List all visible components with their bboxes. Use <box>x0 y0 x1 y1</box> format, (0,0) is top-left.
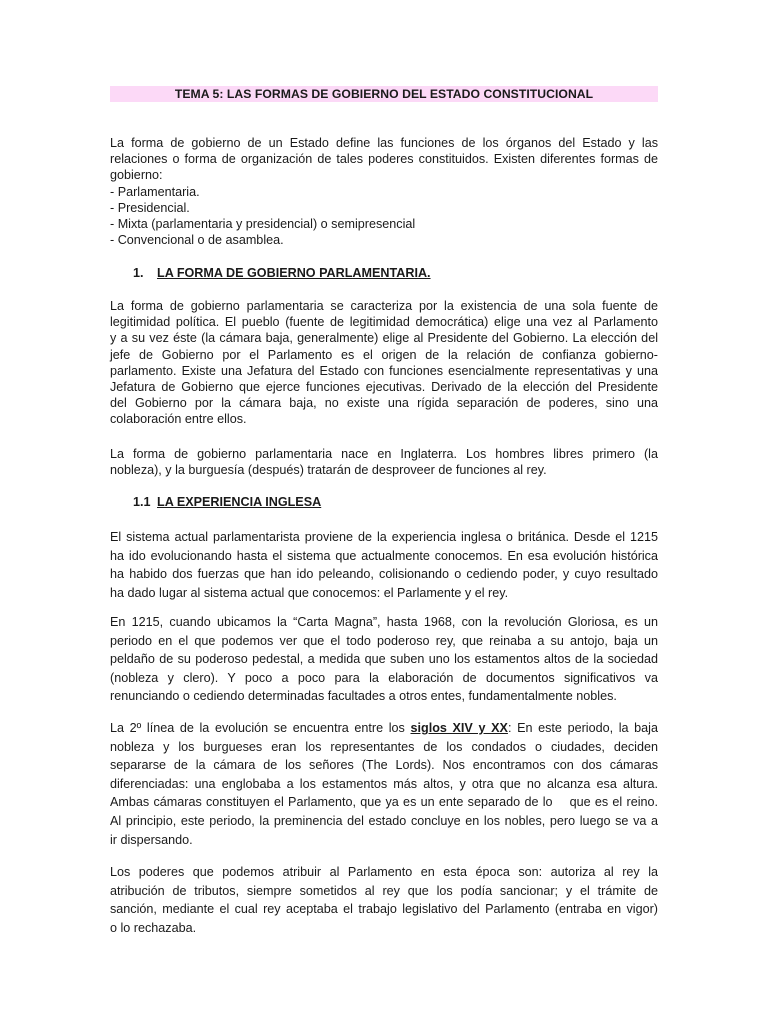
section-heading <box>133 266 431 280</box>
text-line: Al principio, este periodo, la preminencia del estado concluye en los nobles, pero luego se va a <box>110 813 658 828</box>
text-line: parlamento. Existe una Jefatura del Estado con funciones esencialmente representativas y una <box>110 363 658 378</box>
subsection-heading <box>133 495 321 509</box>
text-line: gobierno: <box>110 168 163 183</box>
text-line: ha dado lugar al sistema actual que conocemos: el Parlamente y el rey. <box>110 585 509 600</box>
text-line: La 2º línea de la evolución se encuentra entre los siglos XIV y XX: En este periodo, la baja <box>110 721 658 735</box>
paragraph <box>110 719 658 849</box>
emphasis: siglos XIV y XX <box>410 721 508 735</box>
section-number: 1. <box>133 266 144 280</box>
paragraph <box>110 298 658 428</box>
text-line: o lo rechazaba. <box>110 920 197 935</box>
text-line: y a su vez éste (la cámara baja, generalmente) elige al Presidente del Gobierno. La elección del <box>110 331 658 346</box>
text-line: (nobleza y clero). Y poco a poco para la elaboración de documentos significativos va <box>110 670 658 685</box>
text-line: ir dispersando. <box>110 832 193 847</box>
text-line: atribución de tributos, siempre sometidos al rey que los podía sancionar; y el trámite de <box>110 883 658 898</box>
text-line: nobleza y los burgueses eran los representantes de los condados o ciudades, deciden <box>110 739 658 754</box>
paragraph <box>110 863 658 937</box>
intro-paragraph <box>110 135 658 248</box>
paragraph <box>110 613 658 706</box>
text-line: Los poderes que podemos atribuir al Parlamento en esta época son: autoriza al rey la <box>110 865 658 879</box>
list-item: - Parlamentaria. <box>110 184 200 199</box>
text-line: del Gobierno por la cámara baja, no existe una rígida separación de poderes, sino una <box>110 396 658 411</box>
section-title: LA EXPERIENCIA INGLESA <box>157 495 322 509</box>
text-line: periodo en el que podemos ver que el todo poderoso rey, que reinaba a su antojo, baja un <box>110 633 658 648</box>
text-line: En 1215, cuando ubicamos la “Carta Magna”, hasta 1968, con la revolución Gloriosa, es un <box>110 615 658 629</box>
text-line: La forma de gobierno parlamentaria se caracteriza por la existencia de una sola fuente de <box>110 299 658 313</box>
text-line: jefe de Gobierno por el Parlamento es el origen de la relación de confianza gobierno- <box>110 347 658 362</box>
text-line: renunciando o cediendo determinadas facultades a otros entes, fundamentalmente nobles. <box>110 689 617 704</box>
text-line: Ambas cámaras constituyen el Parlamento, que ya es un ente separado de lo que es el reino. <box>110 795 658 810</box>
list-item: - Convencional o de asamblea. <box>110 233 284 248</box>
section-number: 1.1 <box>133 495 151 509</box>
list-item: - Mixta (parlamentaria y presidencial) o semipresencial <box>110 217 416 232</box>
section-title: LA FORMA DE GOBIERNO PARLAMENTARIA. <box>157 266 431 280</box>
text-line: nobleza), y la burguesía (después) tratarán de desproveer de funciones al rey. <box>110 463 547 478</box>
text-line: La forma de gobierno de un Estado define las funciones de los órganos del Estado y las <box>110 136 658 150</box>
text-line: separarse de la cámara de los señores (The Lords). Nos encontramos con dos cámaras <box>110 758 658 773</box>
text-line: ha habido dos fuerzas que han ido peleando, colisionando o cediendo poder, y cuyo resultado <box>110 567 658 582</box>
paragraph <box>110 528 658 602</box>
text-line: relaciones o forma de organización de tales poderes constituidos. Existen diferentes formas de <box>110 152 658 167</box>
text-line: ha ido evolucionando hasta el sistema que actualmente conocemos. En esa evolución histórica <box>110 548 658 563</box>
text-line: El sistema actual parlamentarista proviene de la experiencia inglesa o británica. Desde el 1215 <box>110 530 658 544</box>
text-line: sanción, mediante el cual rey aceptaba el trabajo legislativo del Parlamento (entraba en vigor) <box>110 902 658 917</box>
text-line: Jefatura de Gobierno que ejerce funciones ejecutivas. Derivado de la elección del Presidente <box>110 380 658 395</box>
text-line: La forma de gobierno parlamentaria nace en Inglaterra. Los hombres libres primero (la <box>110 447 658 461</box>
paragraph <box>110 446 658 478</box>
list-item: - Presidencial. <box>110 200 190 215</box>
text-line: colaboración entre ellos. <box>110 412 247 427</box>
text-line: diferenciadas: una englobaba a los estamentos más altos, y otra que no alcanza esa altura. <box>110 776 658 791</box>
text-line: peldaño de su poderoso pedestal, a medida que suben uno los estamentos altos de la sociedad <box>110 652 658 667</box>
page-title: TEMA 5: LAS FORMAS DE GOBIERNO DEL ESTADO CONSTITUCIONAL <box>174 87 594 101</box>
text-line: legitimidad política. El pueblo (fuente de legitimidad democrática) elige una vez al Parlamento <box>110 315 658 330</box>
